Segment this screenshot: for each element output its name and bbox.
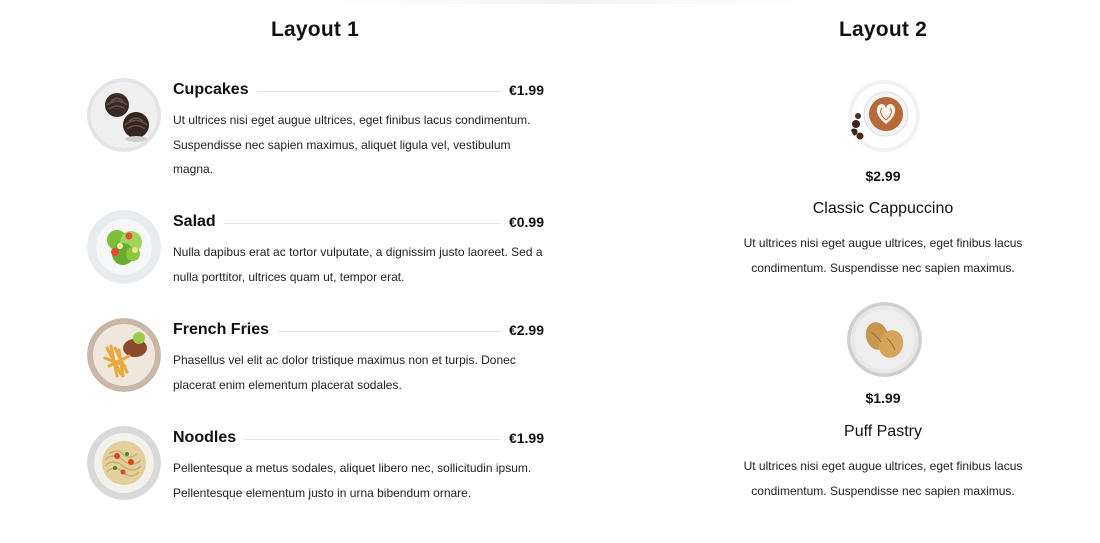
salad-image: [87, 210, 161, 284]
menu-item: [87, 318, 545, 398]
menu-item-price: €1.99: [508, 82, 544, 98]
menu-item-name: Cupcakes: [173, 81, 249, 98]
layout-2-heading: Layout 2: [839, 18, 927, 41]
menu-card: [728, 78, 1038, 283]
menu-item: [87, 210, 545, 290]
french-fries-image: [87, 318, 161, 392]
layout-2-menu: [728, 0, 1038, 543]
menu-item-description: Pellentesque a metus sodales, aliquet libero nec, sollicitudin ipsum. Pellentesque elementum justo in urna bibendum ornare.: [173, 461, 532, 500]
menu-item-price: €0.99: [508, 214, 544, 230]
menu-card: [728, 300, 1038, 510]
menu-item-price: €2.99: [508, 322, 544, 338]
menu-item-name: Noodles: [173, 429, 237, 446]
layout-1-menu: [87, 0, 545, 543]
menu-item-header: [173, 212, 544, 232]
dotted-leader: [224, 223, 501, 224]
menu-item-header: [173, 428, 544, 448]
puff-pastry-image: [847, 302, 922, 377]
menu-item-name: French Fries: [173, 321, 270, 338]
noodles-image: [87, 426, 161, 500]
menu-card-price: $1.99: [865, 390, 901, 406]
menu-item-name: Salad: [173, 213, 216, 230]
menu-item-description: Nulla dapibus erat ac tortor vulputate, a dignissim justo laoreet. Sed a nulla porttitor, ultrices quam ut, tempor erat.: [173, 245, 543, 284]
menu-card-description: Ut ultrices nisi eget augue ultrices, eget finibus lacus condimentum. Suspendisse nec sapien maximus.: [743, 236, 1023, 275]
menu-item-description: Ut ultrices nisi eget augue ultrices, eget finibus lacus condimentum. Suspendisse nec sapien maximus, aliquet ligula vel, vestibulum magna.: [173, 113, 531, 176]
dotted-leader: [257, 91, 501, 92]
menu-card-name: Puff Pastry: [844, 423, 922, 440]
menu-item-description: Phasellus vel elit ac dolor tristique maximus non et turpis. Donec placerat enim elementum placerat sodales.: [173, 353, 516, 392]
dotted-leader: [244, 439, 501, 440]
menu-item: [87, 426, 545, 506]
cappuccino-image: [848, 80, 920, 152]
menu-item: [87, 78, 545, 188]
menu-card-name: Classic Cappuccino: [812, 200, 954, 217]
menu-item-price: €1.99: [508, 430, 544, 446]
menu-card-description: Ut ultrices nisi eget augue ultrices, eget finibus lacus condimentum. Suspendisse nec sapien maximus.: [743, 459, 1023, 498]
menu-item-header: [173, 80, 544, 100]
menu-item-header: [173, 320, 544, 340]
layout-1-heading: Layout 1: [271, 18, 359, 41]
dotted-leader: [277, 331, 501, 332]
menu-card-price: $2.99: [865, 168, 901, 184]
cupcakes-image: [87, 78, 161, 152]
